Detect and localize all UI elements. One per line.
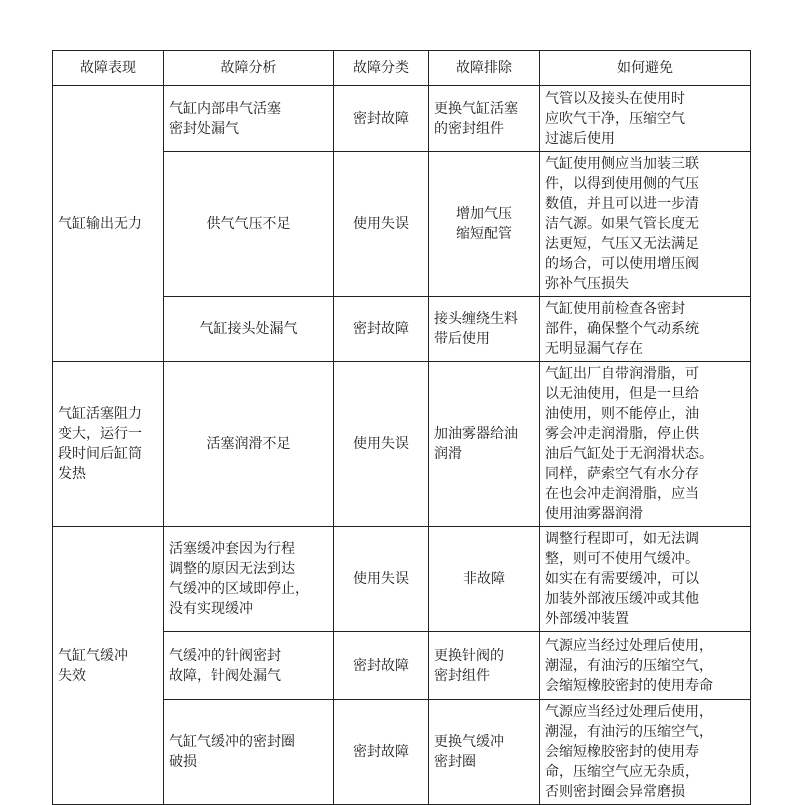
analysis-text: 活塞润滑不足 [206,436,291,452]
category-cell [334,527,429,632]
avoid-cell [540,86,751,152]
analysis-text: 气缓冲的针阀密封 故障，针阀处漏气 [169,647,281,684]
category-cell [334,632,429,700]
analysis-cell [164,700,334,805]
fix-text: 非故障 [463,571,505,587]
header-category: 故障分类 [334,51,429,86]
table-row [53,527,751,632]
avoid-text: 气缸使用前检查各密封 部件，确保整个气动系统 无明显漏气存在 [545,301,699,357]
avoid-text: 气源应当经过处理后使用， 潮湿，有油污的压缩空气， 会缩短橡胶密封的使用寿命 [545,637,713,694]
analysis-text: 活塞缓冲套因为行程 调整的原因无法到达 气缓冲的区域即停止， 没有实现缓冲 [169,541,309,617]
category-cell [334,700,429,805]
avoid-cell [540,152,751,297]
category-text: 密封故障 [353,321,409,337]
analysis-text: 气缸气缓冲的密封圈 破损 [169,734,295,770]
category-text: 密封故障 [353,744,409,760]
avoid-text: 气缸使用侧应当加装三联 件，以得到使用侧的气压 数值，并且可以进一步清 洁气源。如果气管长度无 法更短，气压又无法满足 的场合，可以使用增压阀 弥补气压损失 [545,156,699,292]
table-row [53,362,751,527]
avoid-text: 气源应当经过处理后使用， 潮湿，有油污的压缩空气， 会缩短橡胶密封的使用寿 命，压缩空气应无杂质， 否则密封圈会异常磨损 [545,704,713,800]
avoid-cell [540,362,751,527]
fix-text: 更换气缓冲 密封圈 [434,734,504,770]
symptom-text: 气缸气缓冲 失效 [58,647,128,684]
analysis-text: 气缸接头处漏气 [199,321,298,337]
category-text: 使用失误 [353,436,409,452]
fix-cell [429,86,540,152]
symptom-text: 气缸活塞阻力 变大，运行一 段时间后缸筒 发热 [58,406,142,482]
fix-cell [429,527,540,632]
analysis-cell [164,527,334,632]
fix-text: 接头缠绕生料 带后使用 [434,311,518,347]
fault-table [52,50,751,805]
fix-text: 增加气压 缩短配管 [456,206,512,242]
analysis-text: 气缸内部串气活塞 密封处漏气 [169,100,281,137]
header-symptom: 故障表现 [53,51,164,86]
avoid-cell [540,527,751,632]
analysis-cell [164,86,334,152]
category-text: 密封故障 [353,657,409,674]
avoid-text: 调整行程即可，如无法调 整，则可不使用气缓冲。 如实在有需要缓冲，可以 加装外部液压缓冲或其他 外部缓冲装置 [545,531,699,627]
header-fix: 故障排除 [429,51,540,86]
fix-text: 更换针阀的 密封组件 [434,647,504,684]
header-analysis: 故障分析 [164,51,334,86]
symptom-cell [53,86,164,362]
category-cell [334,362,429,527]
avoid-text: 气缸出厂自带润滑脂，可 以无油使用，但是一旦给 油使用，则不能停止，油 雾会冲走润滑脂，停止供 油后气缸处于无润滑状态。 同样，萨索空气有水分存 在也会冲走润滑脂，应当 使用油雾器润滑 [545,366,713,522]
analysis-cell [164,632,334,700]
analysis-cell [164,297,334,362]
header-row [53,51,751,86]
fix-cell [429,700,540,805]
category-text: 使用失误 [353,216,409,232]
fix-cell [429,362,540,527]
symptom-cell [53,362,164,527]
category-cell [334,152,429,297]
fix-cell [429,632,540,700]
fix-text: 加油雾器给油 润滑 [434,426,518,462]
table-row [53,86,751,152]
fix-text: 更换气缸活塞 的密封组件 [434,100,518,137]
category-cell [334,297,429,362]
category-text: 密封故障 [353,110,409,127]
analysis-text: 供气气压不足 [206,216,291,232]
fix-cell [429,152,540,297]
avoid-cell [540,632,751,700]
category-text: 使用失误 [353,571,409,587]
category-cell [334,86,429,152]
symptom-text: 气缸输出无力 [58,215,142,232]
analysis-cell [164,152,334,297]
symptom-cell [53,527,164,805]
avoid-cell [540,700,751,805]
analysis-cell [164,362,334,527]
header-avoid: 如何避免 [540,51,751,86]
avoid-cell [540,297,751,362]
fix-cell [429,297,540,362]
avoid-text: 气管以及接头在使用时 应吹气干净，压缩空气 过滤后使用 [545,90,685,147]
